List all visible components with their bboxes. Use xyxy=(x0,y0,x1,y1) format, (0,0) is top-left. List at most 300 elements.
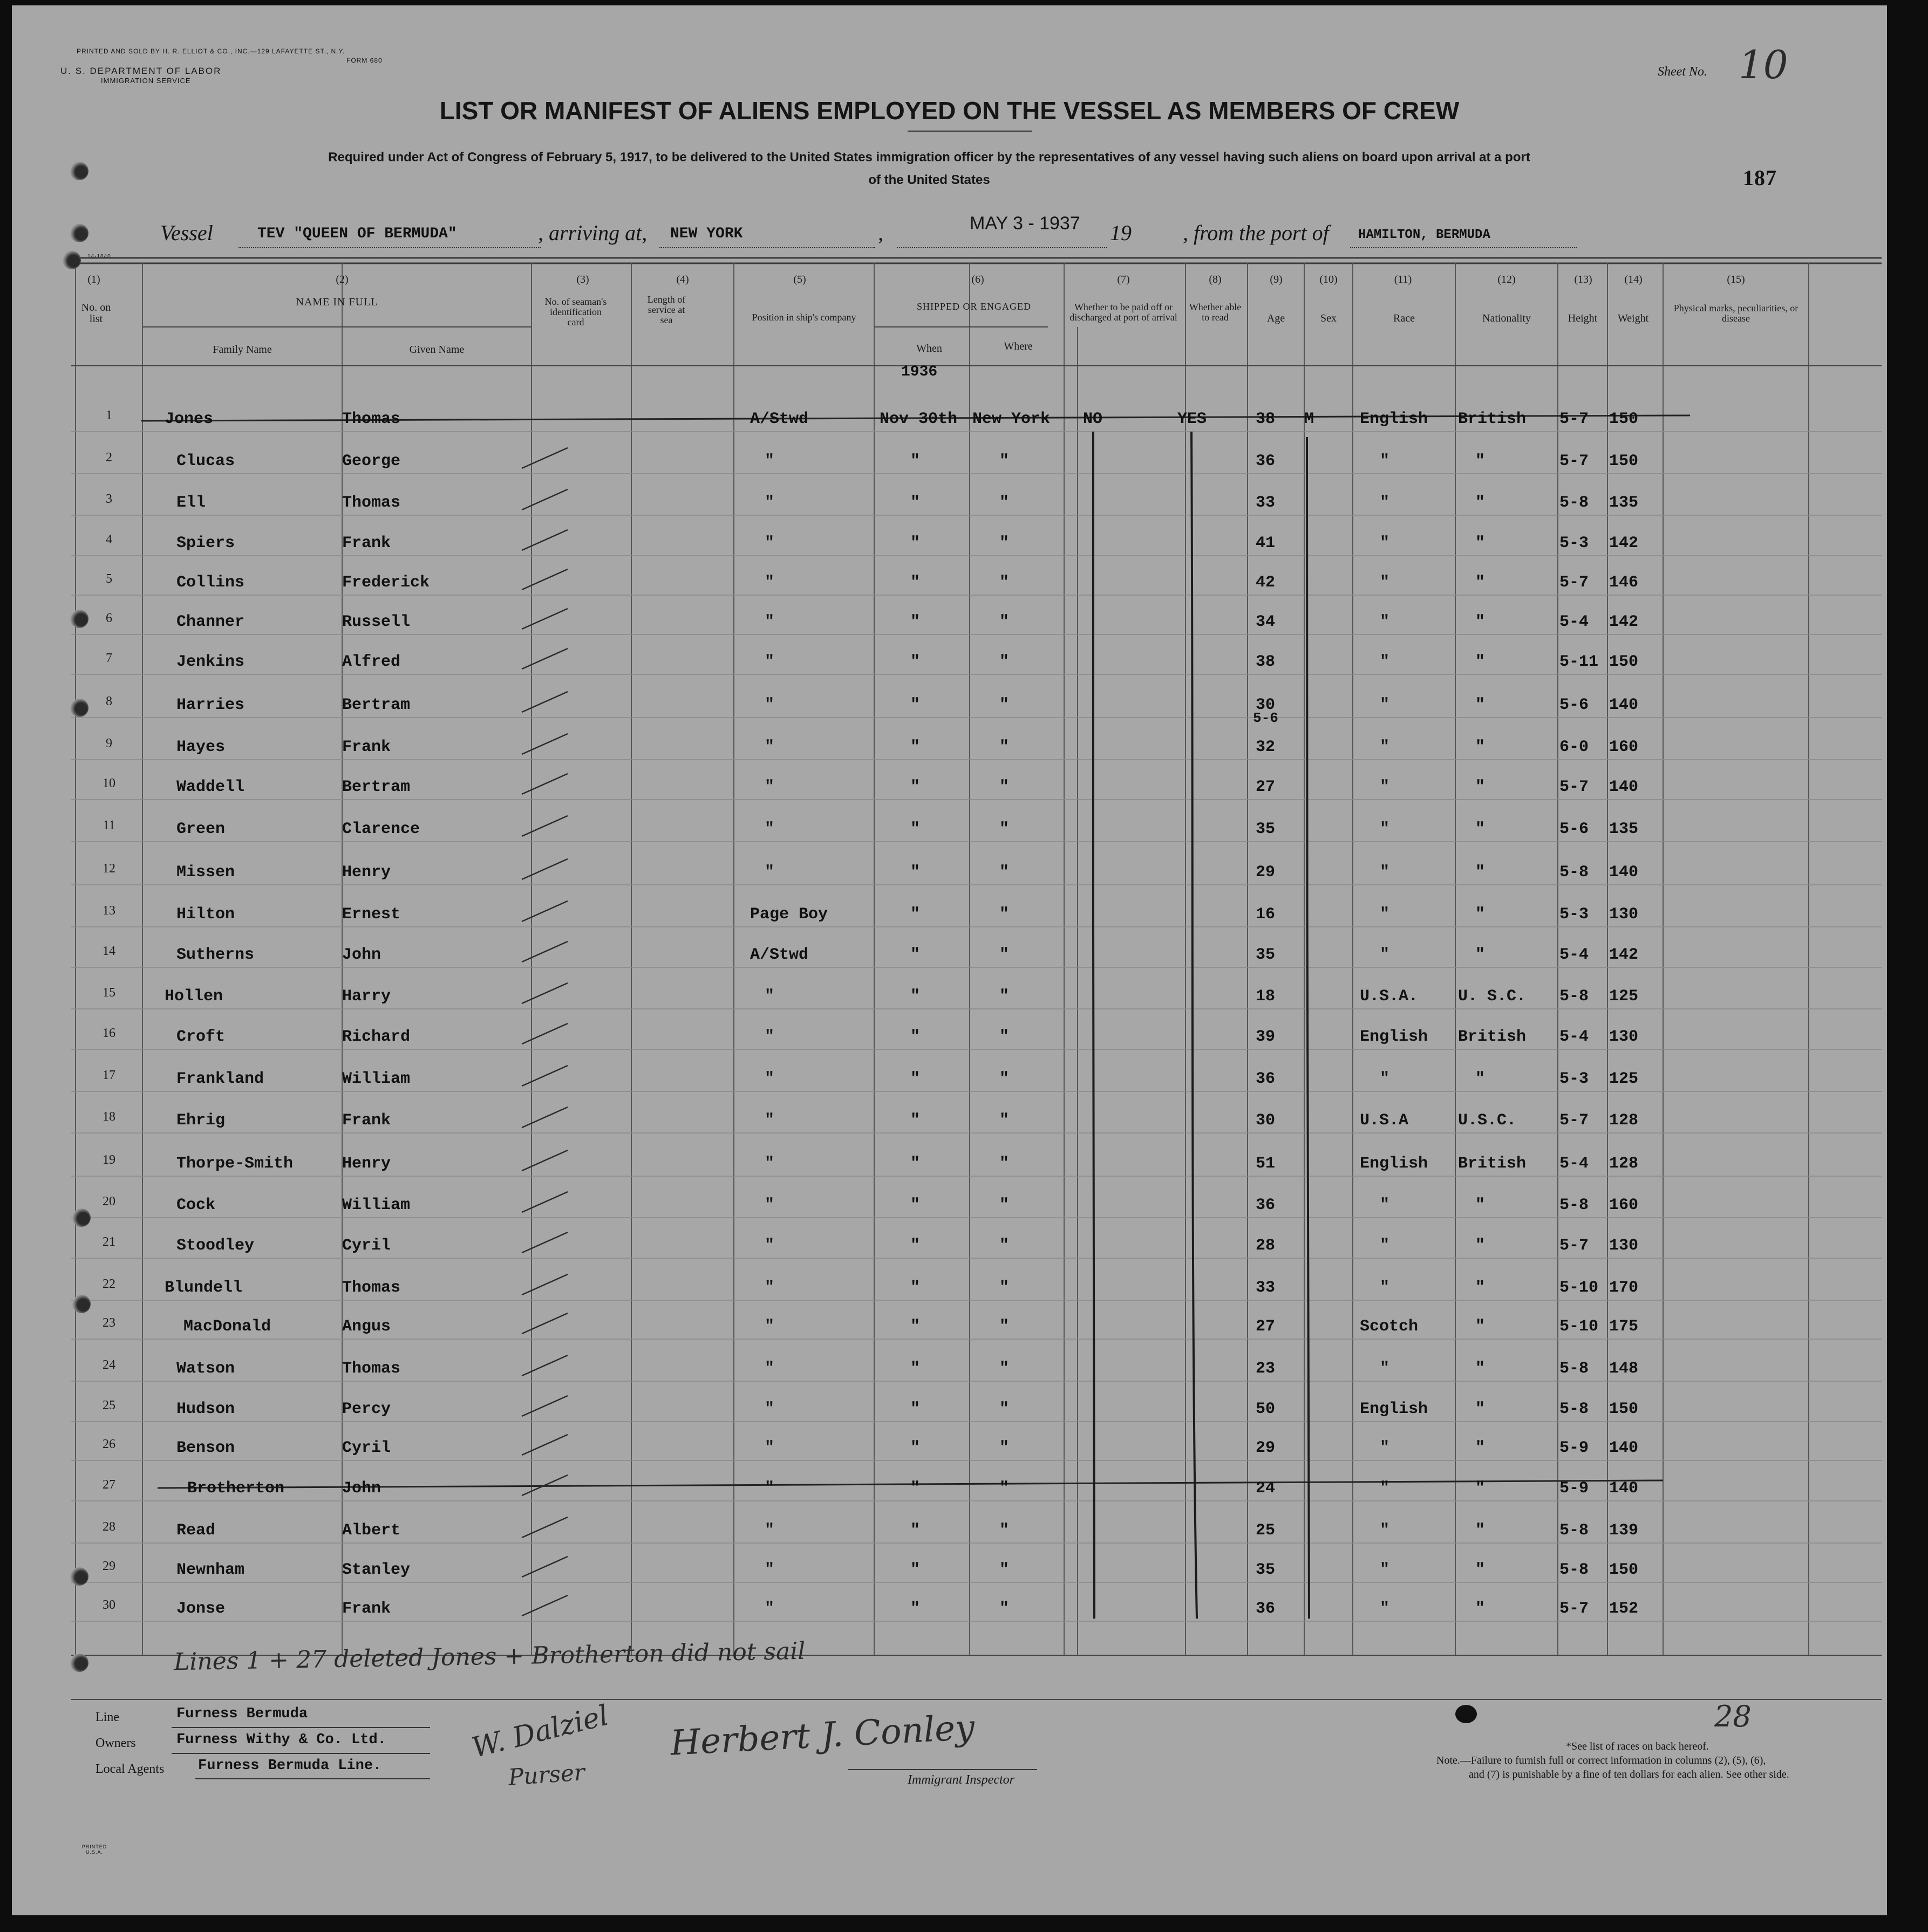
column-number: (2) xyxy=(336,274,349,285)
row-number: 27 xyxy=(103,1478,115,1492)
given-name: William xyxy=(342,1070,411,1088)
shipped-where: " xyxy=(999,1028,1010,1046)
id-card-tick xyxy=(522,816,568,836)
position: " xyxy=(765,987,775,1006)
ink-blot xyxy=(1455,1705,1477,1723)
shipped-where: " xyxy=(999,1070,1010,1088)
shipped-when: " xyxy=(910,574,921,592)
weight: 128 xyxy=(1609,1111,1639,1130)
hdr-able-read: Whether able to read xyxy=(1189,302,1242,323)
position: " xyxy=(765,778,775,796)
weight: 139 xyxy=(1609,1521,1639,1540)
id-card-tick xyxy=(522,1232,568,1253)
inspector-signature: Herbert J. Conley xyxy=(669,1708,976,1764)
row-number: 6 xyxy=(106,611,112,625)
note-line1: Note.—Failure to furnish full or correct information in columns (2), (5), (6), xyxy=(1436,1754,1766,1766)
shipped-where: " xyxy=(999,987,1010,1006)
height: 5-4 xyxy=(1559,946,1589,964)
shipped-where: " xyxy=(999,452,1010,470)
nationality: British xyxy=(1458,410,1527,428)
column-number: (9) xyxy=(1270,274,1283,285)
shipped-where: " xyxy=(999,820,1010,838)
race: " xyxy=(1380,1479,1390,1498)
family-name: Harries xyxy=(176,696,245,714)
shipped-where: " xyxy=(999,653,1010,671)
nationality: " xyxy=(1475,452,1486,470)
hdr-where: Where xyxy=(1004,340,1033,352)
column-number: (12) xyxy=(1497,274,1516,285)
height: 5-6 xyxy=(1559,820,1589,838)
position: Page Boy xyxy=(750,905,828,924)
row-number: 8 xyxy=(106,694,112,708)
shipped-where: " xyxy=(999,1111,1010,1130)
column-number: (14) xyxy=(1624,274,1643,285)
height: 5-3 xyxy=(1559,905,1589,924)
height: 5-8 xyxy=(1559,1521,1589,1540)
id-card-tick xyxy=(522,1517,568,1538)
id-card-tick xyxy=(522,1556,568,1577)
position: " xyxy=(765,1111,775,1130)
weight: 150 xyxy=(1609,1400,1639,1418)
shipped-where: New York xyxy=(972,410,1051,428)
position: " xyxy=(765,820,775,838)
weight: 135 xyxy=(1609,494,1639,512)
family-name: Clucas xyxy=(176,452,235,470)
id-card-tick xyxy=(522,941,568,962)
year-shipped: 1936 xyxy=(901,364,938,380)
race: " xyxy=(1380,1521,1390,1540)
shipped-where: " xyxy=(999,863,1010,882)
given-name: Clarence xyxy=(342,820,420,838)
column-number: (15) xyxy=(1727,274,1745,285)
height: 5-8 xyxy=(1559,494,1589,512)
family-name: Waddell xyxy=(176,778,245,796)
nationality: " xyxy=(1475,738,1486,756)
shipped-where: " xyxy=(999,534,1010,552)
given-name: Ernest xyxy=(342,905,401,924)
subtitle-line1: Required under Act of Congress of February 5, 1917, to be delivered to the United States immigration officer by the representatives of any vessel having such aliens on board upon arrival at a port xyxy=(328,150,1530,165)
column-number: (1) xyxy=(87,274,100,285)
form-number: FORM 680 xyxy=(346,57,383,64)
position: " xyxy=(765,1237,775,1255)
given-name: Henry xyxy=(342,1155,391,1173)
weight: 148 xyxy=(1609,1360,1639,1378)
shipped-when: " xyxy=(910,1317,921,1336)
id-card-tick xyxy=(522,1023,568,1044)
shipped-when: Nov 30th xyxy=(880,410,958,428)
family-name: Jenkins xyxy=(176,653,245,671)
row-number: 29 xyxy=(103,1559,115,1573)
id-card-tick xyxy=(522,901,568,921)
column-number: (11) xyxy=(1394,274,1412,285)
race: Scotch xyxy=(1360,1317,1419,1336)
given-name: Angus xyxy=(342,1317,391,1336)
weight: 140 xyxy=(1609,778,1639,796)
nationality: " xyxy=(1475,534,1486,552)
shipped-when: " xyxy=(910,987,921,1006)
given-name: Frank xyxy=(342,1600,391,1618)
column-number: (10) xyxy=(1319,274,1338,285)
given-name: Albert xyxy=(342,1521,401,1540)
id-card-tick xyxy=(522,692,568,712)
position: " xyxy=(765,1600,775,1618)
family-name: Watson xyxy=(176,1360,235,1378)
shipped-when: " xyxy=(910,696,921,714)
hdr-race: Race xyxy=(1393,312,1415,324)
given-name: Thomas xyxy=(342,1279,401,1297)
tally: 28 xyxy=(1714,1699,1752,1733)
given-name: George xyxy=(342,452,401,470)
row-number: 17 xyxy=(103,1068,115,1082)
line-label: Line xyxy=(96,1710,119,1724)
given-name: John xyxy=(342,1479,381,1498)
shipped-when: " xyxy=(910,863,921,882)
position: A/Stwd xyxy=(750,946,809,964)
position: " xyxy=(765,1155,775,1173)
height: 5-7 xyxy=(1559,1237,1589,1255)
age: 34 xyxy=(1256,613,1276,631)
agents-value: Furness Bermuda Line. xyxy=(198,1758,382,1774)
height: 5-10 xyxy=(1559,1317,1599,1336)
position: " xyxy=(765,1028,775,1046)
given-name: Cyril xyxy=(342,1237,391,1255)
hdr-shipped: SHIPPED OR ENGAGED xyxy=(916,301,1031,312)
id-card-tick xyxy=(522,734,568,754)
row-number: 14 xyxy=(103,944,115,958)
family-name: Channer xyxy=(176,613,245,631)
shipped-when: " xyxy=(910,534,921,552)
position: " xyxy=(765,1279,775,1297)
nationality: " xyxy=(1475,1196,1486,1214)
shipped-when: " xyxy=(910,1279,921,1297)
weight: 146 xyxy=(1609,574,1639,592)
shipped-where: " xyxy=(999,613,1010,631)
shipped-where: " xyxy=(999,1439,1010,1457)
nationality: " xyxy=(1475,1521,1486,1540)
row-number: 23 xyxy=(103,1316,115,1330)
page-stamp: 187 xyxy=(1743,166,1777,190)
note-races: *See list of races on back hereof. xyxy=(1566,1740,1709,1752)
punch-hole xyxy=(72,1295,91,1313)
weight: 125 xyxy=(1609,1070,1639,1088)
shipped-where: " xyxy=(999,1155,1010,1173)
age: 32 xyxy=(1256,738,1276,756)
id-card-tick xyxy=(522,774,568,794)
row-number: 10 xyxy=(103,776,115,790)
family-name: Collins xyxy=(176,574,245,592)
family-name: Hilton xyxy=(176,905,235,924)
column-number: (4) xyxy=(676,274,689,285)
id-card-tick xyxy=(522,648,568,669)
age: 28 xyxy=(1256,1237,1276,1255)
family-name: Hayes xyxy=(176,738,226,756)
id-card-tick xyxy=(522,1313,568,1334)
hdr-age: Age xyxy=(1266,312,1285,324)
punch-hole xyxy=(70,162,88,180)
height: 6-0 xyxy=(1559,738,1589,756)
id-card-tick xyxy=(522,489,568,510)
position: " xyxy=(765,452,775,470)
line-value: Furness Bermuda xyxy=(176,1706,308,1722)
id-card-tick xyxy=(522,1107,568,1128)
race: English xyxy=(1360,1155,1428,1173)
shipped-when: " xyxy=(910,1400,921,1418)
weight: 125 xyxy=(1609,987,1639,1006)
given-name: Cyril xyxy=(342,1439,391,1457)
age: 30 xyxy=(1256,1111,1276,1130)
column-number: (6) xyxy=(971,274,984,285)
inspector-label: Immigrant Inspector xyxy=(908,1773,1014,1787)
nationality: " xyxy=(1475,863,1486,882)
height: 5-3 xyxy=(1559,1070,1589,1088)
height: 5-8 xyxy=(1559,1360,1589,1378)
age: 33 xyxy=(1256,1279,1276,1297)
race: English xyxy=(1360,1028,1428,1046)
position: " xyxy=(765,494,775,512)
nationality: " xyxy=(1475,1479,1486,1498)
race: " xyxy=(1380,1196,1390,1214)
weight: 142 xyxy=(1609,946,1639,964)
form-code: 14-1840 xyxy=(87,254,111,260)
race: English xyxy=(1360,410,1428,428)
row-number: 5 xyxy=(106,572,112,586)
row-number: 26 xyxy=(103,1437,115,1451)
height: 5-7 xyxy=(1559,778,1589,796)
family-name: Stoodley xyxy=(176,1237,255,1255)
sheet-label: Sheet No. xyxy=(1658,65,1707,79)
nationality: " xyxy=(1475,1561,1486,1579)
given-name: Percy xyxy=(342,1400,391,1418)
id-card-tick xyxy=(522,1355,568,1376)
shipped-where: " xyxy=(999,946,1010,964)
race: " xyxy=(1380,738,1390,756)
age: 36 xyxy=(1256,452,1276,470)
handwritten-note: Lines 1 + 27 deleted Jones + Brotherton did not sail xyxy=(173,1637,806,1676)
weight: 175 xyxy=(1609,1317,1639,1336)
row-number: 1 xyxy=(106,408,112,422)
age: 38 xyxy=(1256,653,1276,671)
column-number: (3) xyxy=(576,274,589,285)
sex: M xyxy=(1304,410,1314,428)
age: 24 xyxy=(1256,1479,1276,1498)
family-name: Ell xyxy=(176,494,206,512)
given-name: Frank xyxy=(342,534,391,552)
shipped-where: " xyxy=(999,1479,1010,1498)
service: IMMIGRATION SERVICE xyxy=(101,77,191,85)
nationality: " xyxy=(1475,613,1486,631)
given-name: Frank xyxy=(342,738,391,756)
hdr-no-on-list: No. on list xyxy=(81,302,111,325)
shipped-where: " xyxy=(999,1521,1010,1540)
position: " xyxy=(765,1561,775,1579)
shipped-where: " xyxy=(999,574,1010,592)
arriving-label: , arriving at, xyxy=(538,221,648,245)
position: " xyxy=(765,863,775,882)
nationality: " xyxy=(1475,1070,1486,1088)
nationality: " xyxy=(1475,494,1486,512)
race: " xyxy=(1380,613,1390,631)
hdr-given-name: Given Name xyxy=(409,344,465,356)
age: 27 xyxy=(1256,1317,1276,1336)
purser-title: Purser xyxy=(507,1759,586,1791)
hdr-height: Height xyxy=(1568,312,1598,324)
printed-mark: PRINTED U.S.A. xyxy=(81,1844,107,1855)
family-name: Read xyxy=(176,1521,216,1540)
hdr-when: When xyxy=(916,343,942,354)
height: 5-11 xyxy=(1559,653,1599,671)
weight: 135 xyxy=(1609,820,1639,838)
shipped-where: " xyxy=(999,1400,1010,1418)
weight: 150 xyxy=(1609,653,1639,671)
position: " xyxy=(765,574,775,592)
row-number: 20 xyxy=(103,1194,115,1209)
column-number: (5) xyxy=(793,274,806,285)
nationality: U.S.C. xyxy=(1458,1111,1517,1130)
shipped-when: " xyxy=(910,1521,921,1540)
shipped-when: " xyxy=(910,1070,921,1088)
race: " xyxy=(1380,1070,1390,1088)
position: " xyxy=(765,1360,775,1378)
given-name: William xyxy=(342,1196,411,1214)
race: " xyxy=(1380,534,1390,552)
age: 39 xyxy=(1256,1028,1276,1046)
race: U.S.A. xyxy=(1360,987,1419,1006)
weight: 140 xyxy=(1609,1439,1639,1457)
height: 5-7 xyxy=(1559,574,1589,592)
age: 35 xyxy=(1256,1561,1276,1579)
hdr-nationality: Nationality xyxy=(1482,312,1531,324)
weight: 150 xyxy=(1609,1561,1639,1579)
punch-hole xyxy=(70,699,88,717)
id-card-tick xyxy=(522,859,568,879)
given-name: Henry xyxy=(342,863,391,882)
height: 5-8 xyxy=(1559,1196,1589,1214)
age: 27 xyxy=(1256,778,1276,796)
row-number: 21 xyxy=(103,1235,115,1249)
position: " xyxy=(765,1070,775,1088)
family-name: Ehrig xyxy=(176,1111,226,1130)
nationality: " xyxy=(1475,1400,1486,1418)
weight: 170 xyxy=(1609,1279,1639,1297)
from-label: , from the port of xyxy=(1183,221,1329,245)
shipped-when: " xyxy=(910,1561,921,1579)
nationality: " xyxy=(1475,778,1486,796)
position: " xyxy=(765,1400,775,1418)
punch-hole xyxy=(63,251,81,269)
height: 5-4 xyxy=(1559,613,1589,631)
shipped-when: " xyxy=(910,653,921,671)
department: U. S. DEPARTMENT OF LABOR xyxy=(60,66,222,76)
nationality: " xyxy=(1475,653,1486,671)
shipped-where: " xyxy=(999,1237,1010,1255)
given-name: Stanley xyxy=(342,1561,411,1579)
given-name: Richard xyxy=(342,1028,411,1046)
height: 5-9 xyxy=(1559,1479,1589,1498)
nationality: " xyxy=(1475,905,1486,924)
family-name: Sutherns xyxy=(176,946,255,964)
owners-label: Owners xyxy=(96,1736,136,1750)
shipped-when: " xyxy=(910,1111,921,1130)
vessel-label: Vessel xyxy=(160,221,213,245)
height: 5-8 xyxy=(1559,987,1589,1006)
shipped-when: " xyxy=(910,1600,921,1618)
row-number: 3 xyxy=(106,492,112,506)
row-number: 11 xyxy=(103,818,115,832)
weight: 142 xyxy=(1609,613,1639,631)
race: " xyxy=(1380,696,1390,714)
height: 5-7 xyxy=(1559,410,1589,428)
position: " xyxy=(765,613,775,631)
row-number: 28 xyxy=(103,1520,115,1534)
shipped-when: " xyxy=(910,452,921,470)
id-card-tick xyxy=(522,1192,568,1212)
weight: 130 xyxy=(1609,1028,1639,1046)
from-port: HAMILTON, BERMUDA xyxy=(1358,228,1490,242)
weight: 130 xyxy=(1609,905,1639,924)
table-rules xyxy=(12,5,1887,1915)
manifest-sheet xyxy=(12,5,1887,1915)
id-card-tick xyxy=(522,1066,568,1086)
shipped-where: " xyxy=(999,1196,1010,1214)
age: 30 xyxy=(1256,696,1276,714)
row-number: 7 xyxy=(106,651,112,665)
hdr-position: Position in ship's company xyxy=(752,312,856,323)
hdr-length-service: Length of service at sea xyxy=(647,294,686,325)
row-number: 16 xyxy=(103,1026,115,1040)
id-card-tick xyxy=(522,1150,568,1171)
shipped-where: " xyxy=(999,1317,1010,1336)
height: 5-8 xyxy=(1559,1561,1589,1579)
given-name: Thomas xyxy=(342,1360,401,1378)
weight: 160 xyxy=(1609,738,1639,756)
position: " xyxy=(765,1317,775,1336)
family-name: MacDonald xyxy=(183,1317,271,1336)
shipped-when: " xyxy=(910,1439,921,1457)
height: 5-10 xyxy=(1559,1279,1599,1297)
weight: 150 xyxy=(1609,410,1639,428)
height: 5-7 xyxy=(1559,1111,1589,1130)
weight: 152 xyxy=(1609,1600,1639,1618)
nationality: " xyxy=(1475,574,1486,592)
column-number: (13) xyxy=(1574,274,1592,285)
height: 5-9 xyxy=(1559,1439,1589,1457)
family-name: Hollen xyxy=(165,987,223,1006)
arrival-date-stamp: MAY 3 - 1937 xyxy=(970,213,1080,234)
given-name: Thomas xyxy=(342,410,401,428)
position: " xyxy=(765,653,775,671)
paid-off: NO xyxy=(1083,410,1103,428)
age: 42 xyxy=(1256,574,1276,592)
row-number: 13 xyxy=(103,904,115,918)
race: " xyxy=(1380,1360,1390,1378)
race: " xyxy=(1380,820,1390,838)
nationality: British xyxy=(1458,1028,1527,1046)
row-number: 18 xyxy=(103,1110,115,1124)
id-card-tick xyxy=(522,1595,568,1616)
given-name: Frederick xyxy=(342,574,430,592)
age: 35 xyxy=(1256,820,1276,838)
age: 36 xyxy=(1256,1196,1276,1214)
family-name: Jonse xyxy=(176,1600,226,1618)
row-number: 4 xyxy=(106,533,112,547)
given-name: Thomas xyxy=(342,494,401,512)
agents-label: Local Agents xyxy=(96,1762,165,1776)
weight: 140 xyxy=(1609,863,1639,882)
age: 33 xyxy=(1256,494,1276,512)
nationality: British xyxy=(1458,1155,1527,1173)
weight: 142 xyxy=(1609,534,1639,552)
height: 5-8 xyxy=(1559,1400,1589,1418)
